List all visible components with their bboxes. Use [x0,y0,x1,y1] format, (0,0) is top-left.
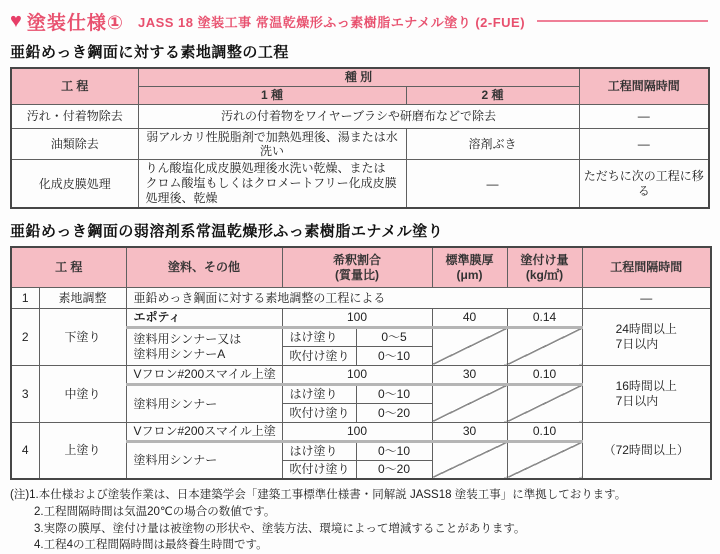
t2-r1-process: 素地調整 [39,287,126,308]
t2-g3-spray-label: 吹付け塗り [282,403,356,422]
t2-g2-interval-line1: 24時間以上 [615,322,677,337]
t1-col-type1: 1 種 [138,86,406,104]
t2-g4-brush-value: 0〜10 [356,441,432,460]
t2-r1-desc: 亜鉛めっき鋼面に対する素地調整の工程による [126,287,582,308]
t2-g3-no: 3 [11,365,39,422]
page-title: 塗装仕様① [26,12,124,34]
t1-r3-process: 化成皮膜処理 [11,160,138,209]
t2-g4-no: 4 [11,422,39,479]
t2-g3-process: 中塗り [39,365,126,422]
t2-g3-spray-value: 0〜20 [356,403,432,422]
t1-r1-process: 汚れ・付着物除去 [11,104,138,128]
t2-g3-film: 30 [432,365,507,384]
t2-g2-spray-value: 0〜10 [356,346,432,365]
document-header [10,8,710,34]
t2-g3-interval-line2: 7日以内 [615,393,659,408]
t2-g4-interval: （72時間以上） [582,422,711,479]
t2-g2-spray-label: 吹付け塗り [282,346,356,365]
t2-g2-thinner [126,327,282,365]
t2-g4-amount: 0.10 [507,422,582,441]
t2-g4-spray-value: 0〜20 [356,460,432,479]
t2-g2-process: 下塗り [39,308,126,365]
t2-g3-interval [582,365,711,422]
t2-col-amount-line2: (kg/㎡) [525,267,564,282]
t2-g4-amount-na-cell [507,441,582,479]
table-row [11,308,711,327]
footnote-1: (注)1.本仕様および塗装作業は、日本建築学会「建築工事標準仕様書・同解説 JASS18 塗装工事」に準拠しております。 [10,489,627,502]
table-row [11,128,709,160]
t2-g2-dilution: 100 [282,308,432,327]
t2-g3-brush-label: はけ塗り [282,384,356,403]
heart-icon: ♥ [10,10,22,32]
t1-r3-method1-line2: クロム酸塩もしくはクロメートフリー化成皮膜処理後、乾燥 [145,176,397,206]
t2-g2-paint: エポティ [126,308,282,327]
t2-g4-film-na-cell [432,441,507,479]
t2-g2-brush-value: 0〜5 [356,327,432,346]
t2-g4-spray-label: 吹付け塗り [282,460,356,479]
t2-g3-brush-value: 0〜10 [356,384,432,403]
t2-col-dilution-line2: (質量比) [335,267,379,282]
footnote-3: 3.実際の膜厚、塗付け量は被塗物の形状や、塗装方法、環境によって増減することがあります。 [34,522,526,535]
section1-heading: 亜鉛めっき鋼面に対する素地調整の工程 [10,44,289,61]
t2-col-interval: 工程間隔時間 [582,247,711,287]
t2-g2-amount: 0.14 [507,308,582,327]
t2-g2-interval [582,308,711,365]
table-row [11,365,711,384]
t1-col-type2: 2 種 [406,86,579,104]
t2-g3-amount-na-cell [507,384,582,422]
t2-g3-thinner: 塗料用シンナー [126,384,282,422]
t2-g2-film-na-cell [432,327,507,365]
t2-g2-brush-label: はけ塗り [282,327,356,346]
t2-col-process: 工 程 [11,247,126,287]
table-row [11,422,711,441]
t1-r2-method1: 弱アルカリ性脱脂剤で加熱処理後、湯または水洗い [138,128,406,160]
t1-col-interval: 工程間隔時間 [579,68,709,104]
t2-col-film [432,247,507,287]
t1-r2-method2: 溶剤ぶき [406,128,579,160]
t2-g4-paint: Vフロン#200スマイル上塗 [126,422,282,441]
t2-g4-thinner: 塗料用シンナー [126,441,282,479]
t2-col-film-line1: 標準膜厚 [445,253,494,268]
t1-r2-interval: — [579,128,709,160]
footnotes [10,487,710,554]
t1-r3-method2: — [406,160,579,209]
t2-g4-dilution: 100 [282,422,432,441]
t2-col-amount-line1: 塗付け量 [520,253,569,268]
t2-g2-thinner-line1: 塗料用シンナー又は [133,331,242,346]
coating-process-table [10,246,712,480]
t2-g2-interval-line2: 7日以内 [615,336,659,351]
t1-r3-method1 [138,160,406,209]
t2-g3-paint: Vフロン#200スマイル上塗 [126,365,282,384]
table-row [11,287,711,308]
t2-g4-process: 上塗り [39,422,126,479]
footnote-2: 2.工程間隔時間は気温20℃の場合の数値です。 [34,505,276,518]
t1-col-type: 種 別 [138,68,579,86]
t2-g2-amount-na-cell [507,327,582,365]
header-rule [537,20,708,22]
t1-col-process: 工 程 [11,68,138,104]
table-row [11,160,709,209]
t2-g2-no: 2 [11,308,39,365]
t2-g3-amount: 0.10 [507,365,582,384]
t2-col-dilution [282,247,432,287]
footnote-4: 4.工程4の工程間隔時間は最終養生時間です。 [34,539,268,552]
t2-col-amount [507,247,582,287]
table-row [11,104,709,128]
t1-r1-method: 汚れの付着物をワイヤーブラシや研磨布などで除去 [138,104,579,128]
t2-col-paint: 塗料、その他 [126,247,282,287]
t2-col-film-line2: (μm) [456,267,483,282]
t2-g4-film: 30 [432,422,507,441]
t2-g4-brush-label: はけ塗り [282,441,356,460]
page-subtitle: JASS 18 塗装工事 常温乾燥形ふっ素樹脂エナメル塗り (2-FUE) [137,14,526,30]
section2-heading: 亜鉛めっき鋼面の弱溶剤系常温乾燥形ふっ素樹脂エナメル塗り [10,223,444,241]
t2-r1-interval: — [582,287,711,308]
t2-g2-thinner-line2: 塗料用シンナーA [133,346,226,361]
t2-col-dilution-line1: 希釈割合 [333,253,382,268]
surface-prep-table [10,67,710,209]
t1-r1-interval: — [579,104,709,128]
t2-r1-no: 1 [11,287,39,308]
t2-g3-interval-line1: 16時間以上 [615,379,677,394]
t2-g3-dilution: 100 [282,365,432,384]
t1-r2-process: 油類除去 [11,128,138,160]
t1-r3-interval: ただちに次の工程に移る [579,160,709,209]
t2-g3-film-na-cell [432,384,507,422]
t1-r3-method1-line1: りん酸塩化成皮膜処理後水洗い乾燥、または [145,161,386,176]
t2-g2-film: 40 [432,308,507,327]
